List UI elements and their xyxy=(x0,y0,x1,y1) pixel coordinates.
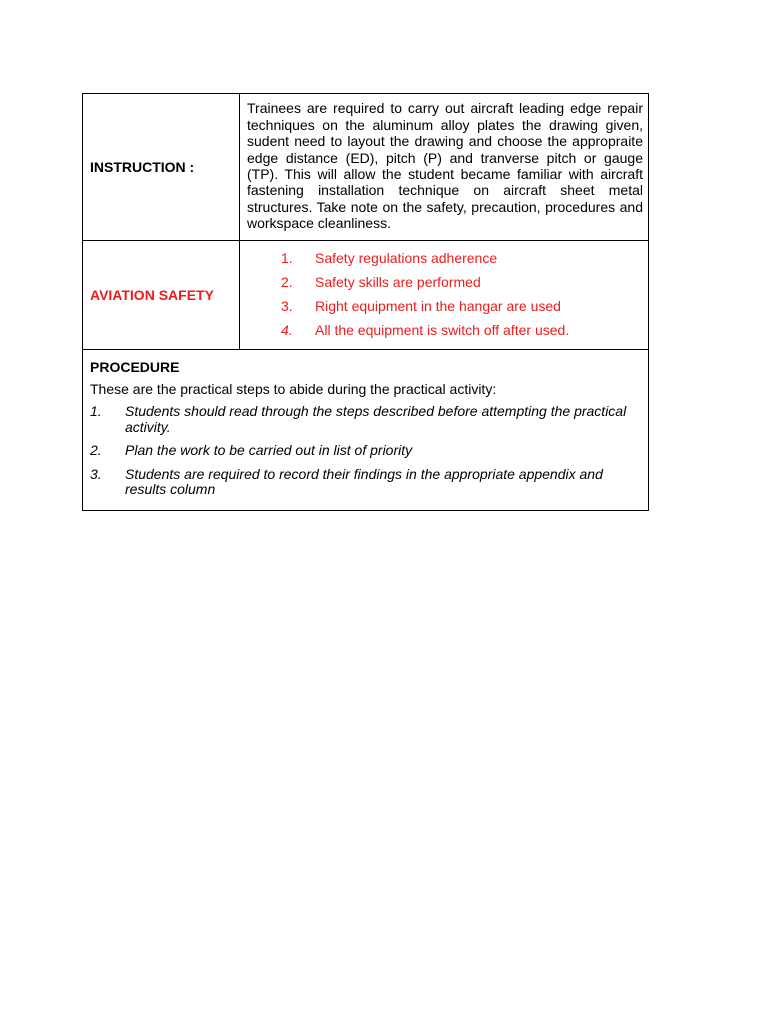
procedure-step-text: Students are required to record their findings in the appropriate appendix and results column xyxy=(125,465,603,498)
safety-item xyxy=(241,270,647,294)
procedure-cell xyxy=(83,350,649,511)
safety-item-number: 1. xyxy=(281,250,293,266)
safety-item-number: 2. xyxy=(281,274,293,290)
procedure-step-text: Plan the work to be carried out in list of priority xyxy=(125,442,413,459)
procedure-heading: PROCEDURE xyxy=(90,359,180,376)
procedure-intro: These are the practical steps to abide during the practical activity: xyxy=(90,381,497,398)
aviation-safety-label: AVIATION SAFETY xyxy=(83,241,240,350)
safety-item-number: 4. xyxy=(281,322,293,338)
procedure-step-number: 3. xyxy=(90,465,102,482)
procedure-step-number: 2. xyxy=(90,442,102,459)
instruction-text: Trainees are required to carry out aircraft leading edge repair techniques on the aluminum alloy plates the drawing given, sudent need to layout the drawing and choose the appropraite edge distance (ED), pitch (P) and tranverse pitch or gauge (TP). This will allow the student became familiar with aircraft fastening installation technique on aircraft sheet metal structures. Take note on the safety, precaution, procedures and workspace cleanliness. xyxy=(240,94,649,241)
safety-item-text: Safety regulations adherence xyxy=(315,250,498,266)
procedure-step-number: 1. xyxy=(90,403,102,420)
safety-item-number: 3. xyxy=(281,298,293,314)
safety-item-text: All the equipment is switch off after used. xyxy=(315,322,570,338)
safety-item-text: Safety skills are performed xyxy=(315,274,481,290)
safety-item xyxy=(241,246,647,270)
procedure-steps xyxy=(90,404,641,498)
aviation-safety-list-cell xyxy=(240,241,649,350)
aviation-safety-row xyxy=(83,241,649,350)
procedure-step xyxy=(90,404,641,435)
instruction-row xyxy=(83,94,649,241)
procedure-step xyxy=(90,467,641,498)
procedure-step xyxy=(90,443,641,459)
safety-item xyxy=(241,294,647,318)
procedure-step-text: Students should read through the steps described before attempting the practical activity. xyxy=(125,403,627,435)
aviation-safety-list xyxy=(241,242,647,348)
safety-item xyxy=(241,318,647,342)
instruction-table xyxy=(82,93,649,511)
procedure-row xyxy=(83,350,649,511)
safety-item-text: Right equipment in the hangar are used xyxy=(315,298,561,314)
instruction-label: INSTRUCTION : xyxy=(83,94,240,241)
